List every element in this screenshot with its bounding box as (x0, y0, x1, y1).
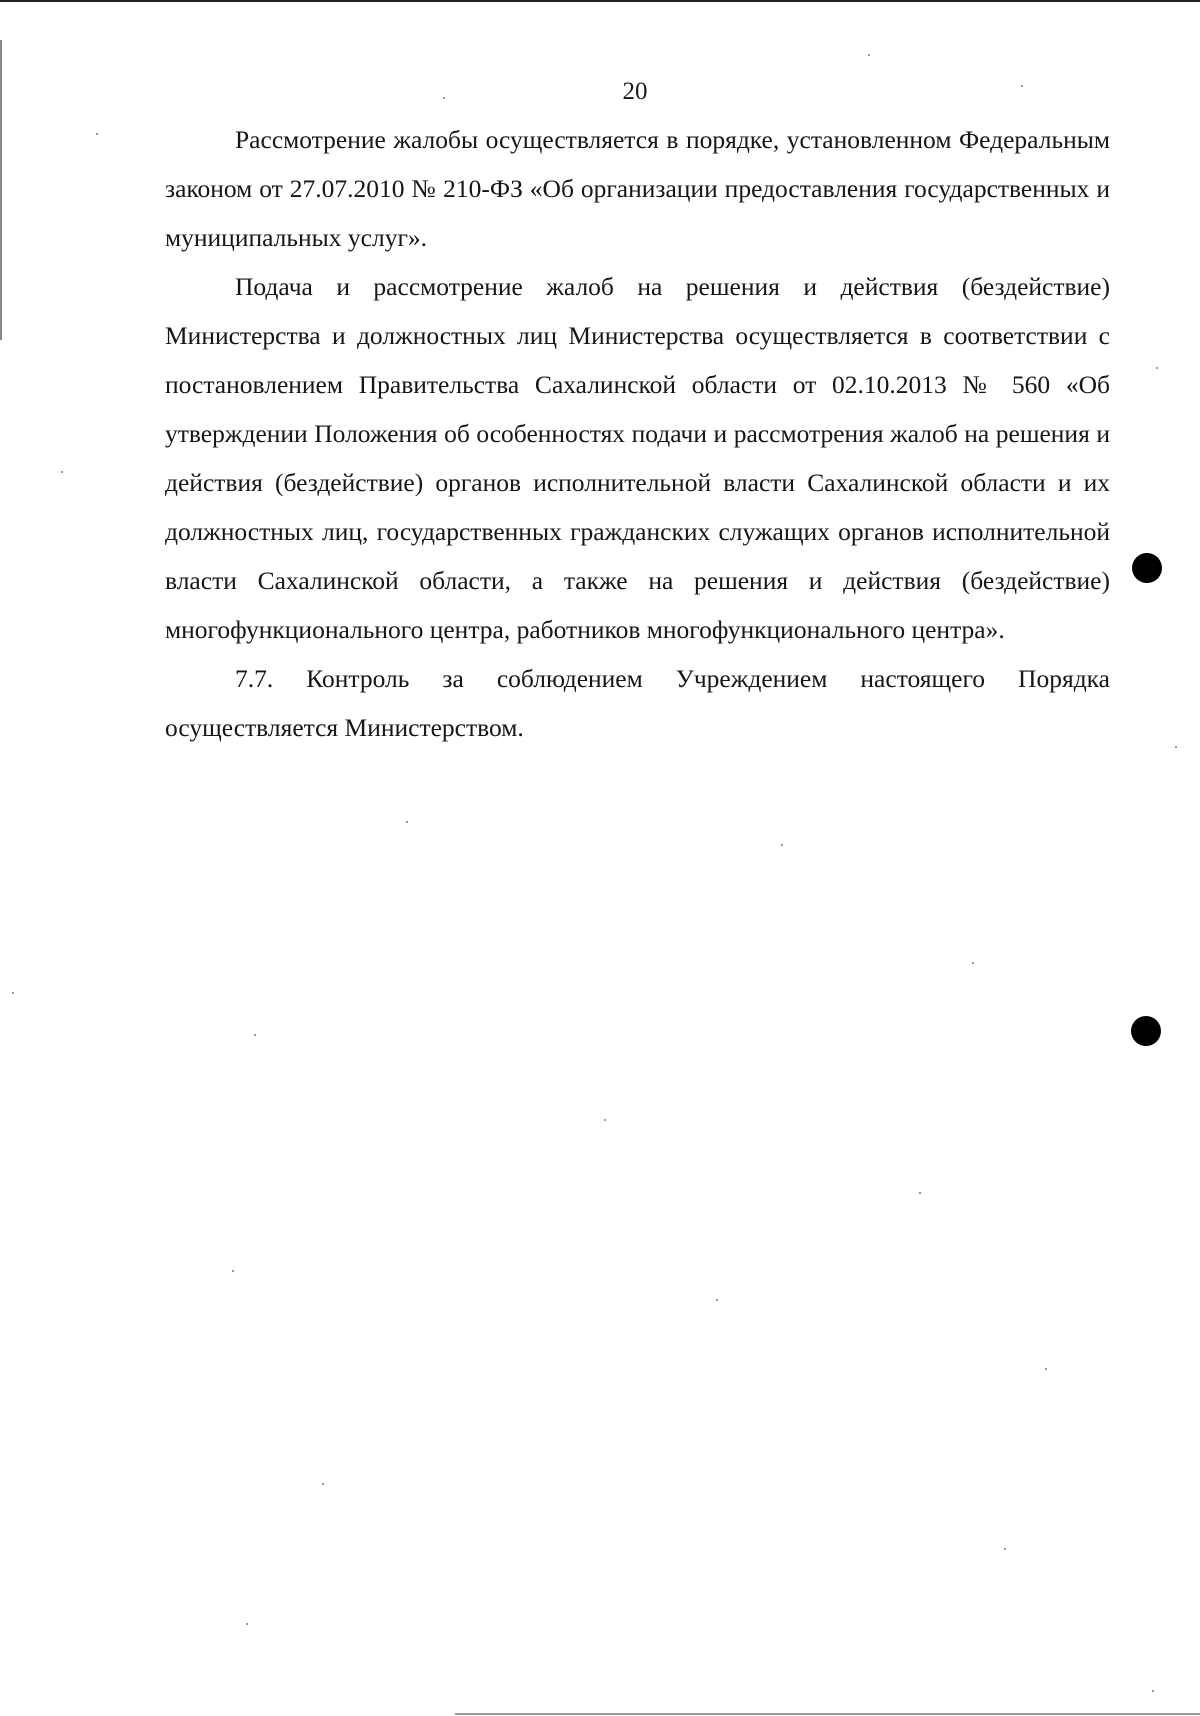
paragraph-control-7-7: 7.7. Контроль за соблюдением Учреждением настоящего Порядка осуществляется Министерством. (165, 664, 1110, 742)
scan-speck (254, 1034, 256, 1036)
scan-speck (716, 1299, 718, 1301)
scan-speck (61, 471, 63, 473)
scan-speck (972, 962, 974, 964)
scan-speck (406, 821, 408, 823)
scan-speck (919, 1192, 921, 1194)
punch-hole-mark (1132, 553, 1162, 583)
document-body (165, 115, 1110, 752)
punch-hole-mark (1131, 1016, 1161, 1046)
scan-speck (868, 54, 870, 56)
scan-speck (1004, 1548, 1006, 1550)
scan-speck (604, 1119, 606, 1121)
scan-speck (1152, 1690, 1154, 1692)
scan-speck (322, 1483, 324, 1485)
scan-speck (12, 992, 14, 994)
scan-speck (1175, 746, 1177, 748)
scan-speck (1156, 367, 1158, 369)
scan-speck (246, 1623, 248, 1625)
paragraph-complaint-review: Рассмотрение жалобы осуществляется в порядке, установленном Федеральным законом от 27.07.2010 № 210-ФЗ «Об организации предоставления государственных и муниципальных услуг». (165, 125, 1110, 252)
page-number: 20 (622, 78, 648, 105)
scan-speck (96, 133, 98, 135)
scan-edge-top (0, 0, 1200, 2)
scan-speck (1021, 85, 1023, 87)
scan-speck (1045, 1368, 1047, 1370)
scan-speck (443, 97, 445, 99)
scan-speck (232, 1270, 234, 1272)
scan-edge-bottom (455, 1713, 1200, 1715)
scan-speck (781, 844, 783, 846)
paragraph-complaint-submission: Подача и рассмотрение жалоб на решения и действия (бездействие) Министерства и должностных лиц Министерства осуществляется в соответствии с постановлением Правительства Сахалинской области от 02.10.2013 № 560 «Об утверждении Положения об особенностях подачи и рассмотрения жалоб на решения и действия (бездействие) органов исполнительной власти Сахалинской области и их должностных лиц, государственных гражданских служащих органов исполнительной власти Сахалинской области, а также на решения и действия (бездействие) многофункционального центра, работников многофункционального центра». (165, 272, 1110, 644)
